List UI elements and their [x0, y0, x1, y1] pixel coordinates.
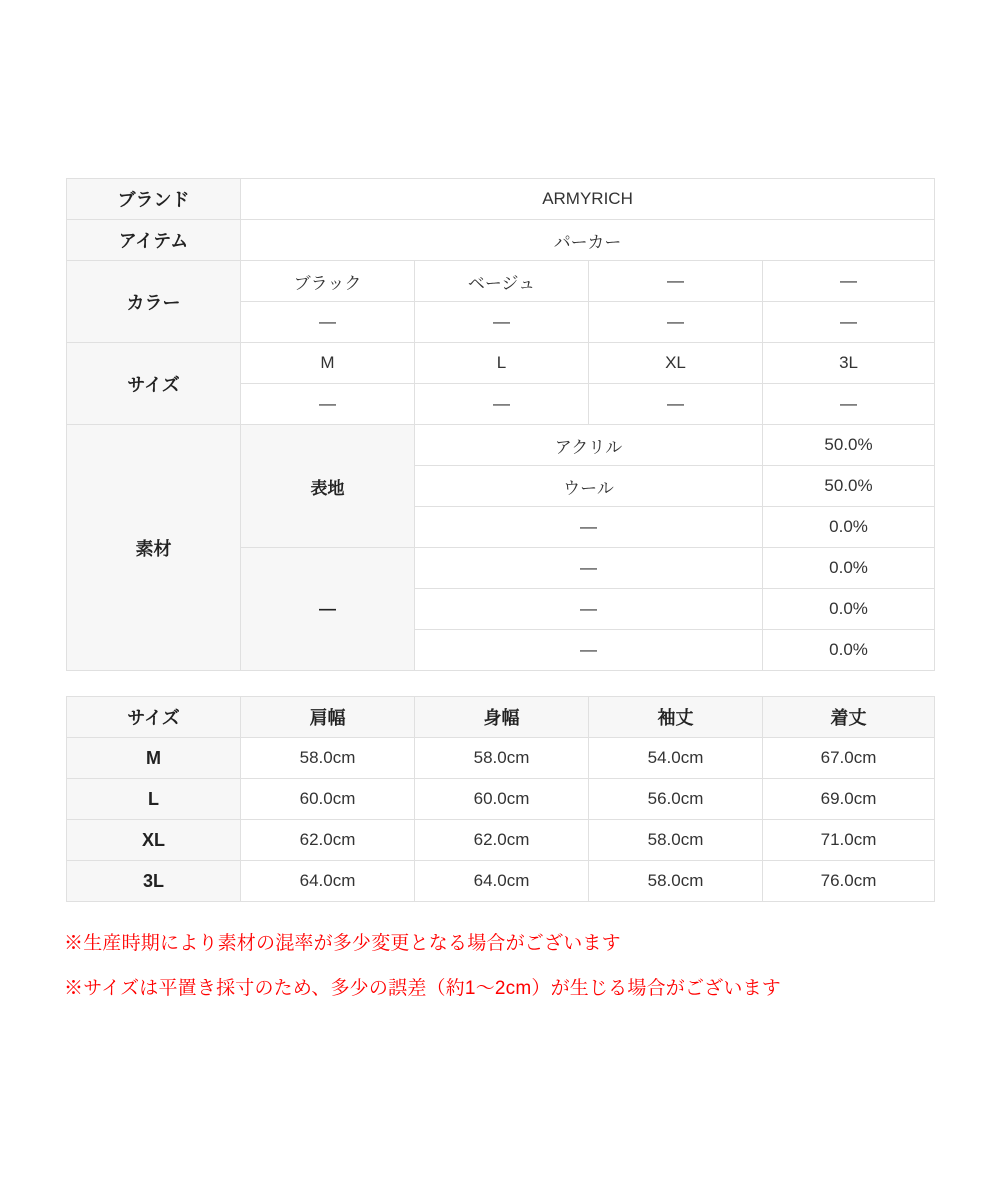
- material-item-ratio-6: 0.0%: [763, 630, 935, 671]
- note-measurement-tolerance: ※サイズは平置き採寸のため、多少の誤差（約1〜2cm）が生じる場合がございます: [64, 978, 781, 999]
- color-value-4: —: [763, 261, 935, 302]
- material-item-ratio-5: 0.0%: [763, 589, 935, 630]
- color-value-3: —: [589, 261, 763, 302]
- cell-3l-shoulder: 64.0cm: [241, 861, 415, 902]
- material-item-name-5: —: [415, 589, 763, 630]
- col-header-sleeve: 袖丈: [589, 697, 763, 738]
- spec-value-brand: ARMYRICH: [241, 179, 935, 220]
- cell-xl-shoulder: 62.0cm: [241, 820, 415, 861]
- size-value-7: —: [589, 384, 763, 425]
- table-row: [67, 820, 935, 861]
- cell-l-chest: 60.0cm: [415, 779, 589, 820]
- color-value-7: —: [589, 302, 763, 343]
- color-value-1: ブラック: [241, 261, 415, 302]
- table-row: [67, 220, 935, 261]
- material-item-name-3: —: [415, 507, 763, 548]
- cell-m-sleeve: 54.0cm: [589, 738, 763, 779]
- table-row: [67, 261, 935, 302]
- size-value-3: XL: [589, 343, 763, 384]
- cell-xl-chest: 62.0cm: [415, 820, 589, 861]
- cell-3l-sleeve: 58.0cm: [589, 861, 763, 902]
- row-size-xl: XL: [67, 820, 241, 861]
- material-item-ratio-1: 50.0%: [763, 425, 935, 466]
- cell-l-shoulder: 60.0cm: [241, 779, 415, 820]
- table-row: [67, 779, 935, 820]
- table-row: [67, 343, 935, 384]
- cell-m-length: 67.0cm: [763, 738, 935, 779]
- cell-m-chest: 58.0cm: [415, 738, 589, 779]
- color-value-8: —: [763, 302, 935, 343]
- table-row: [67, 425, 935, 466]
- table-row: [67, 738, 935, 779]
- spec-label-color: カラー: [67, 261, 241, 343]
- cell-xl-length: 71.0cm: [763, 820, 935, 861]
- cell-l-length: 69.0cm: [763, 779, 935, 820]
- table-row: [67, 179, 935, 220]
- material-item-name-1: アクリル: [415, 425, 763, 466]
- table-row: [67, 861, 935, 902]
- color-value-2: ベージュ: [415, 261, 589, 302]
- material-item-name-2: ウール: [415, 466, 763, 507]
- col-header-length: 着丈: [763, 697, 935, 738]
- col-header-size: サイズ: [67, 697, 241, 738]
- material-item-name-4: —: [415, 548, 763, 589]
- size-value-1: M: [241, 343, 415, 384]
- material-item-name-6: —: [415, 630, 763, 671]
- spec-label-item: アイテム: [67, 220, 241, 261]
- material-item-ratio-3: 0.0%: [763, 507, 935, 548]
- material-item-ratio-4: 0.0%: [763, 548, 935, 589]
- size-value-8: —: [763, 384, 935, 425]
- size-value-4: 3L: [763, 343, 935, 384]
- cell-3l-chest: 64.0cm: [415, 861, 589, 902]
- size-measurement-table: [66, 696, 935, 902]
- spec-label-brand: ブランド: [67, 179, 241, 220]
- product-spec-table: [66, 178, 935, 671]
- col-header-shoulder: 肩幅: [241, 697, 415, 738]
- cell-3l-length: 76.0cm: [763, 861, 935, 902]
- color-value-5: —: [241, 302, 415, 343]
- size-value-6: —: [415, 384, 589, 425]
- material-group-2-label: —: [241, 548, 415, 671]
- row-size-3l: 3L: [67, 861, 241, 902]
- table-header-row: [67, 697, 935, 738]
- cell-l-sleeve: 56.0cm: [589, 779, 763, 820]
- row-size-m: M: [67, 738, 241, 779]
- spec-label-material: 素材: [67, 425, 241, 671]
- note-material-variation: ※生産時期により素材の混率が多少変更となる場合がございます: [64, 933, 621, 954]
- material-item-ratio-2: 50.0%: [763, 466, 935, 507]
- cell-m-shoulder: 58.0cm: [241, 738, 415, 779]
- color-value-6: —: [415, 302, 589, 343]
- row-size-l: L: [67, 779, 241, 820]
- spec-value-item: パーカー: [241, 220, 935, 261]
- col-header-chest: 身幅: [415, 697, 589, 738]
- size-value-5: —: [241, 384, 415, 425]
- spec-label-size: サイズ: [67, 343, 241, 425]
- material-group-1-label: 表地: [241, 425, 415, 548]
- size-value-2: L: [415, 343, 589, 384]
- cell-xl-sleeve: 58.0cm: [589, 820, 763, 861]
- notes-section: [64, 934, 944, 1024]
